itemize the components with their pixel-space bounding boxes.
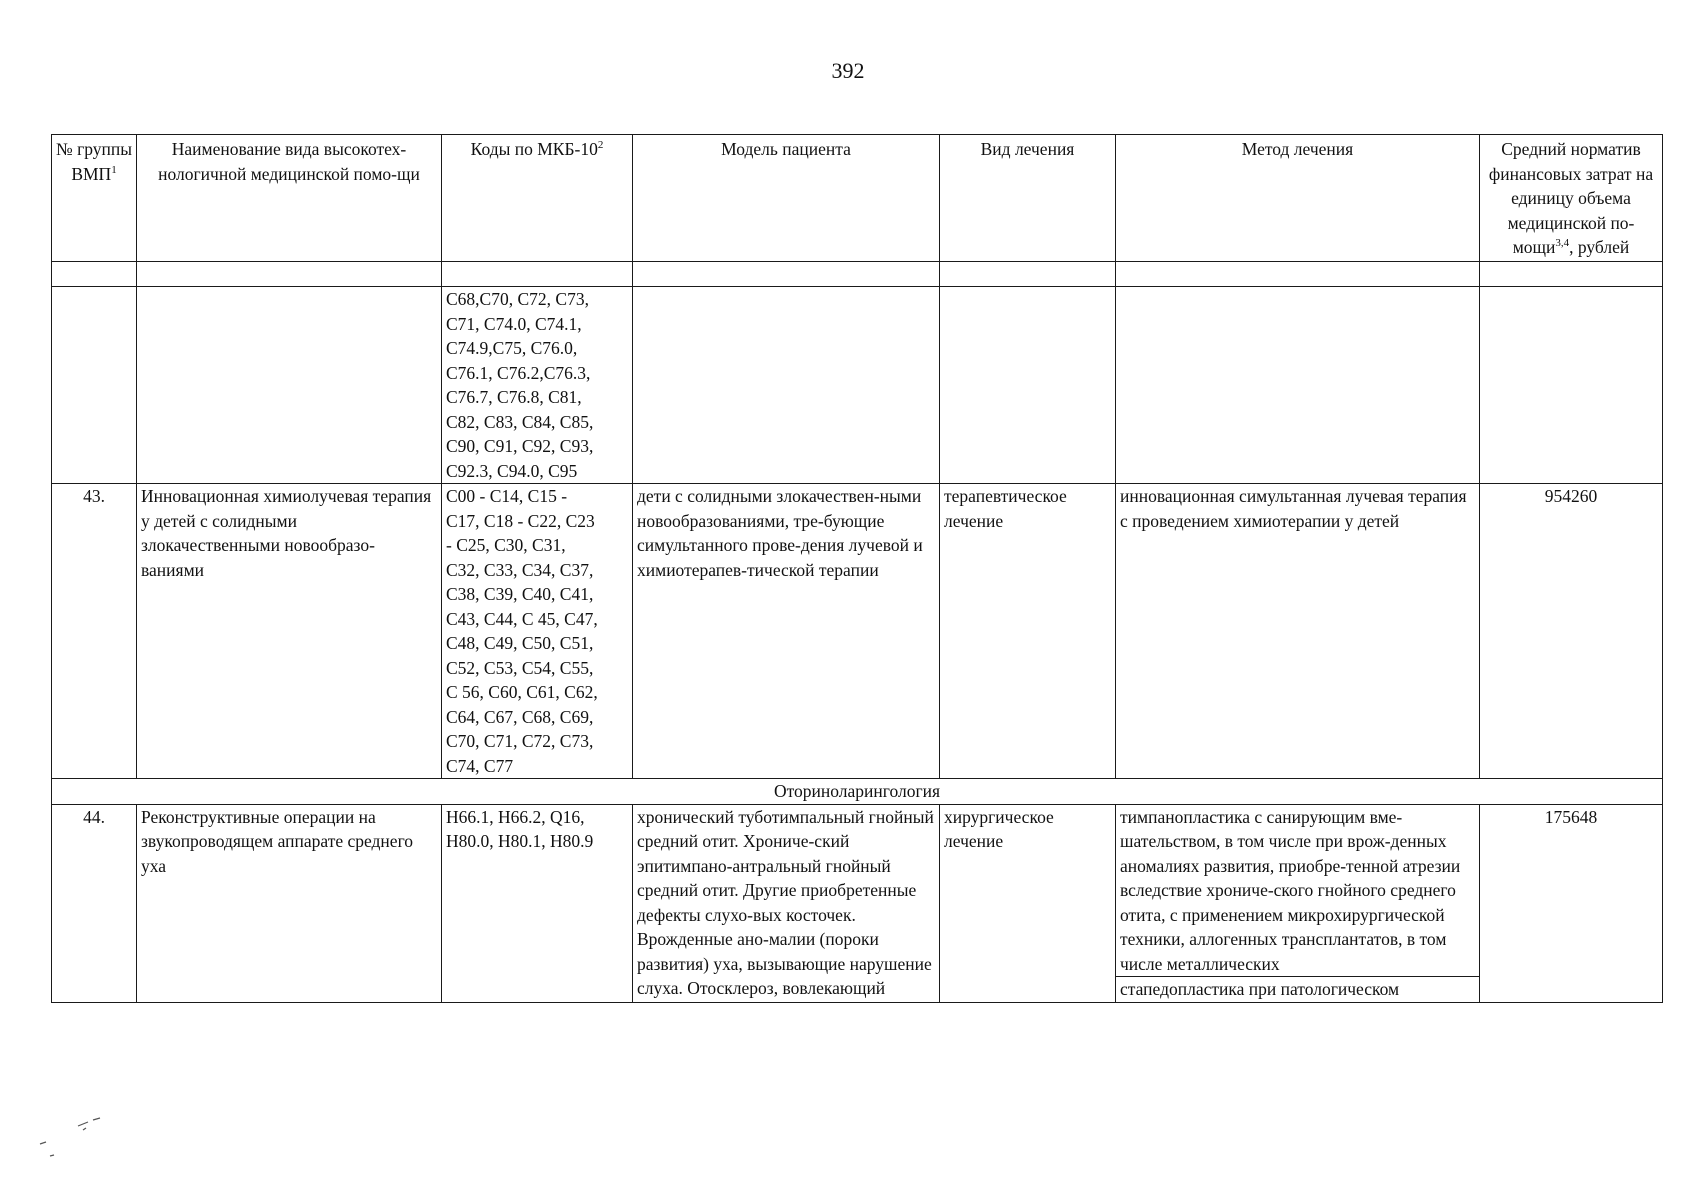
- care-type-cell: Реконструктивные операции на звукопроводящем аппарате среднего уха: [137, 804, 442, 1002]
- icd-codes-cell: H66.1, H66.2, Q16, H80.0, H80.1, H80.9: [442, 804, 633, 1002]
- scan-artifact-marks: [38, 1108, 118, 1158]
- header-cost-standard: Средний норматив финансовых затрат на единицу объема медицинской по-мощи$^{3,4}$, рублей: [1480, 135, 1663, 262]
- continuation-row: [52, 287, 1663, 484]
- table-row: [52, 484, 1663, 779]
- page-number: 392: [831, 58, 865, 83]
- header-group-number: № группы ВМП$^1$: [52, 135, 137, 262]
- header-icd-codes: Коды по МКБ-$10^2$: [442, 135, 633, 262]
- group-number-cell: 44.: [52, 804, 137, 1002]
- header-row: [52, 135, 1663, 262]
- section-title: Оториноларингология: [52, 779, 1663, 805]
- icd-codes-cell: C68,C70, C72, C73, C71, C74.0, C74.1, C74.9,C75, C76.0, C76.1, C76.2,C76.3, C76.7, C76.8, C81, C82, C83, C84, C85, C90, C91, C92, C93, C92.3, C94.0, C95: [442, 287, 633, 484]
- cost-cell: 954260: [1480, 484, 1663, 779]
- treatment-method-cell: [1116, 804, 1480, 1002]
- header-care-type: Наименование вида высокотех-нологичной медицинской помо-щи: [137, 135, 442, 262]
- table-row: [52, 804, 1663, 1002]
- group-number-cell: 43.: [52, 484, 137, 779]
- header-patient-model: Модель пациента: [633, 135, 940, 262]
- blank-row: [52, 262, 1663, 287]
- patient-model-cell: хронический туботимпальный гнойный средний отит. Хрониче-ский эпитимпано-антральный гнойный средний отит. Другие приобретенные дефекты слухо-вых косточек. Врожденные ано-малии (пороки развития) уха, вызывающие нарушение слуха. Отосклероз, вовлекающий: [633, 804, 940, 1002]
- icd-codes-cell: C00 - C14, C15 - C17, C18 - C22, C23 - C25, C30, C31, C32, C33, C34, C37, C38, C39, C40, C41, C43, C44, C 45, C47, C48, C49, C50, C51, C52, C53, C54, C55, C 56, C60, C61, C62, C64, C67, C68, C69, C70, C71, C72, C73, C74, C77: [442, 484, 633, 779]
- header-treatment-method: Метод лечения: [1116, 135, 1480, 262]
- patient-model-cell: дети с солидными злокачествен-ными новообразованиями, тре-бующие симультанного прове-дения лучевой и химиотерапев-тической терапии: [633, 484, 940, 779]
- treatment-type-cell: терапевтическое лечение: [940, 484, 1116, 779]
- vmp-table: [51, 134, 1663, 1003]
- treatment-method-cell: инновационная симультанная лучевая терапия с проведением химиотерапии у детей: [1116, 484, 1480, 779]
- section-row: [52, 779, 1663, 805]
- treatment-type-cell: хирургическое лечение: [940, 804, 1116, 1002]
- header-treatment-type: Вид лечения: [940, 135, 1116, 262]
- care-type-cell: Инновационная химиолучевая терапия у детей с солидными злокачественными новообразо-ваниями: [137, 484, 442, 779]
- cost-cell: 175648: [1480, 804, 1663, 1002]
- treatment-method-part-2: стапедопластика при патологическом: [1120, 979, 1400, 999]
- treatment-method-part-1: тимпанопластика с санирующим вме-шательством, в том числе при врож-денных аномалиях развития, приобре-тенной атрезии вследствие хрониче-ского гнойного среднего отита, с применением микрохирургической техники, аллогенных трансплантатов, в том числе металлических: [1116, 805, 1479, 978]
